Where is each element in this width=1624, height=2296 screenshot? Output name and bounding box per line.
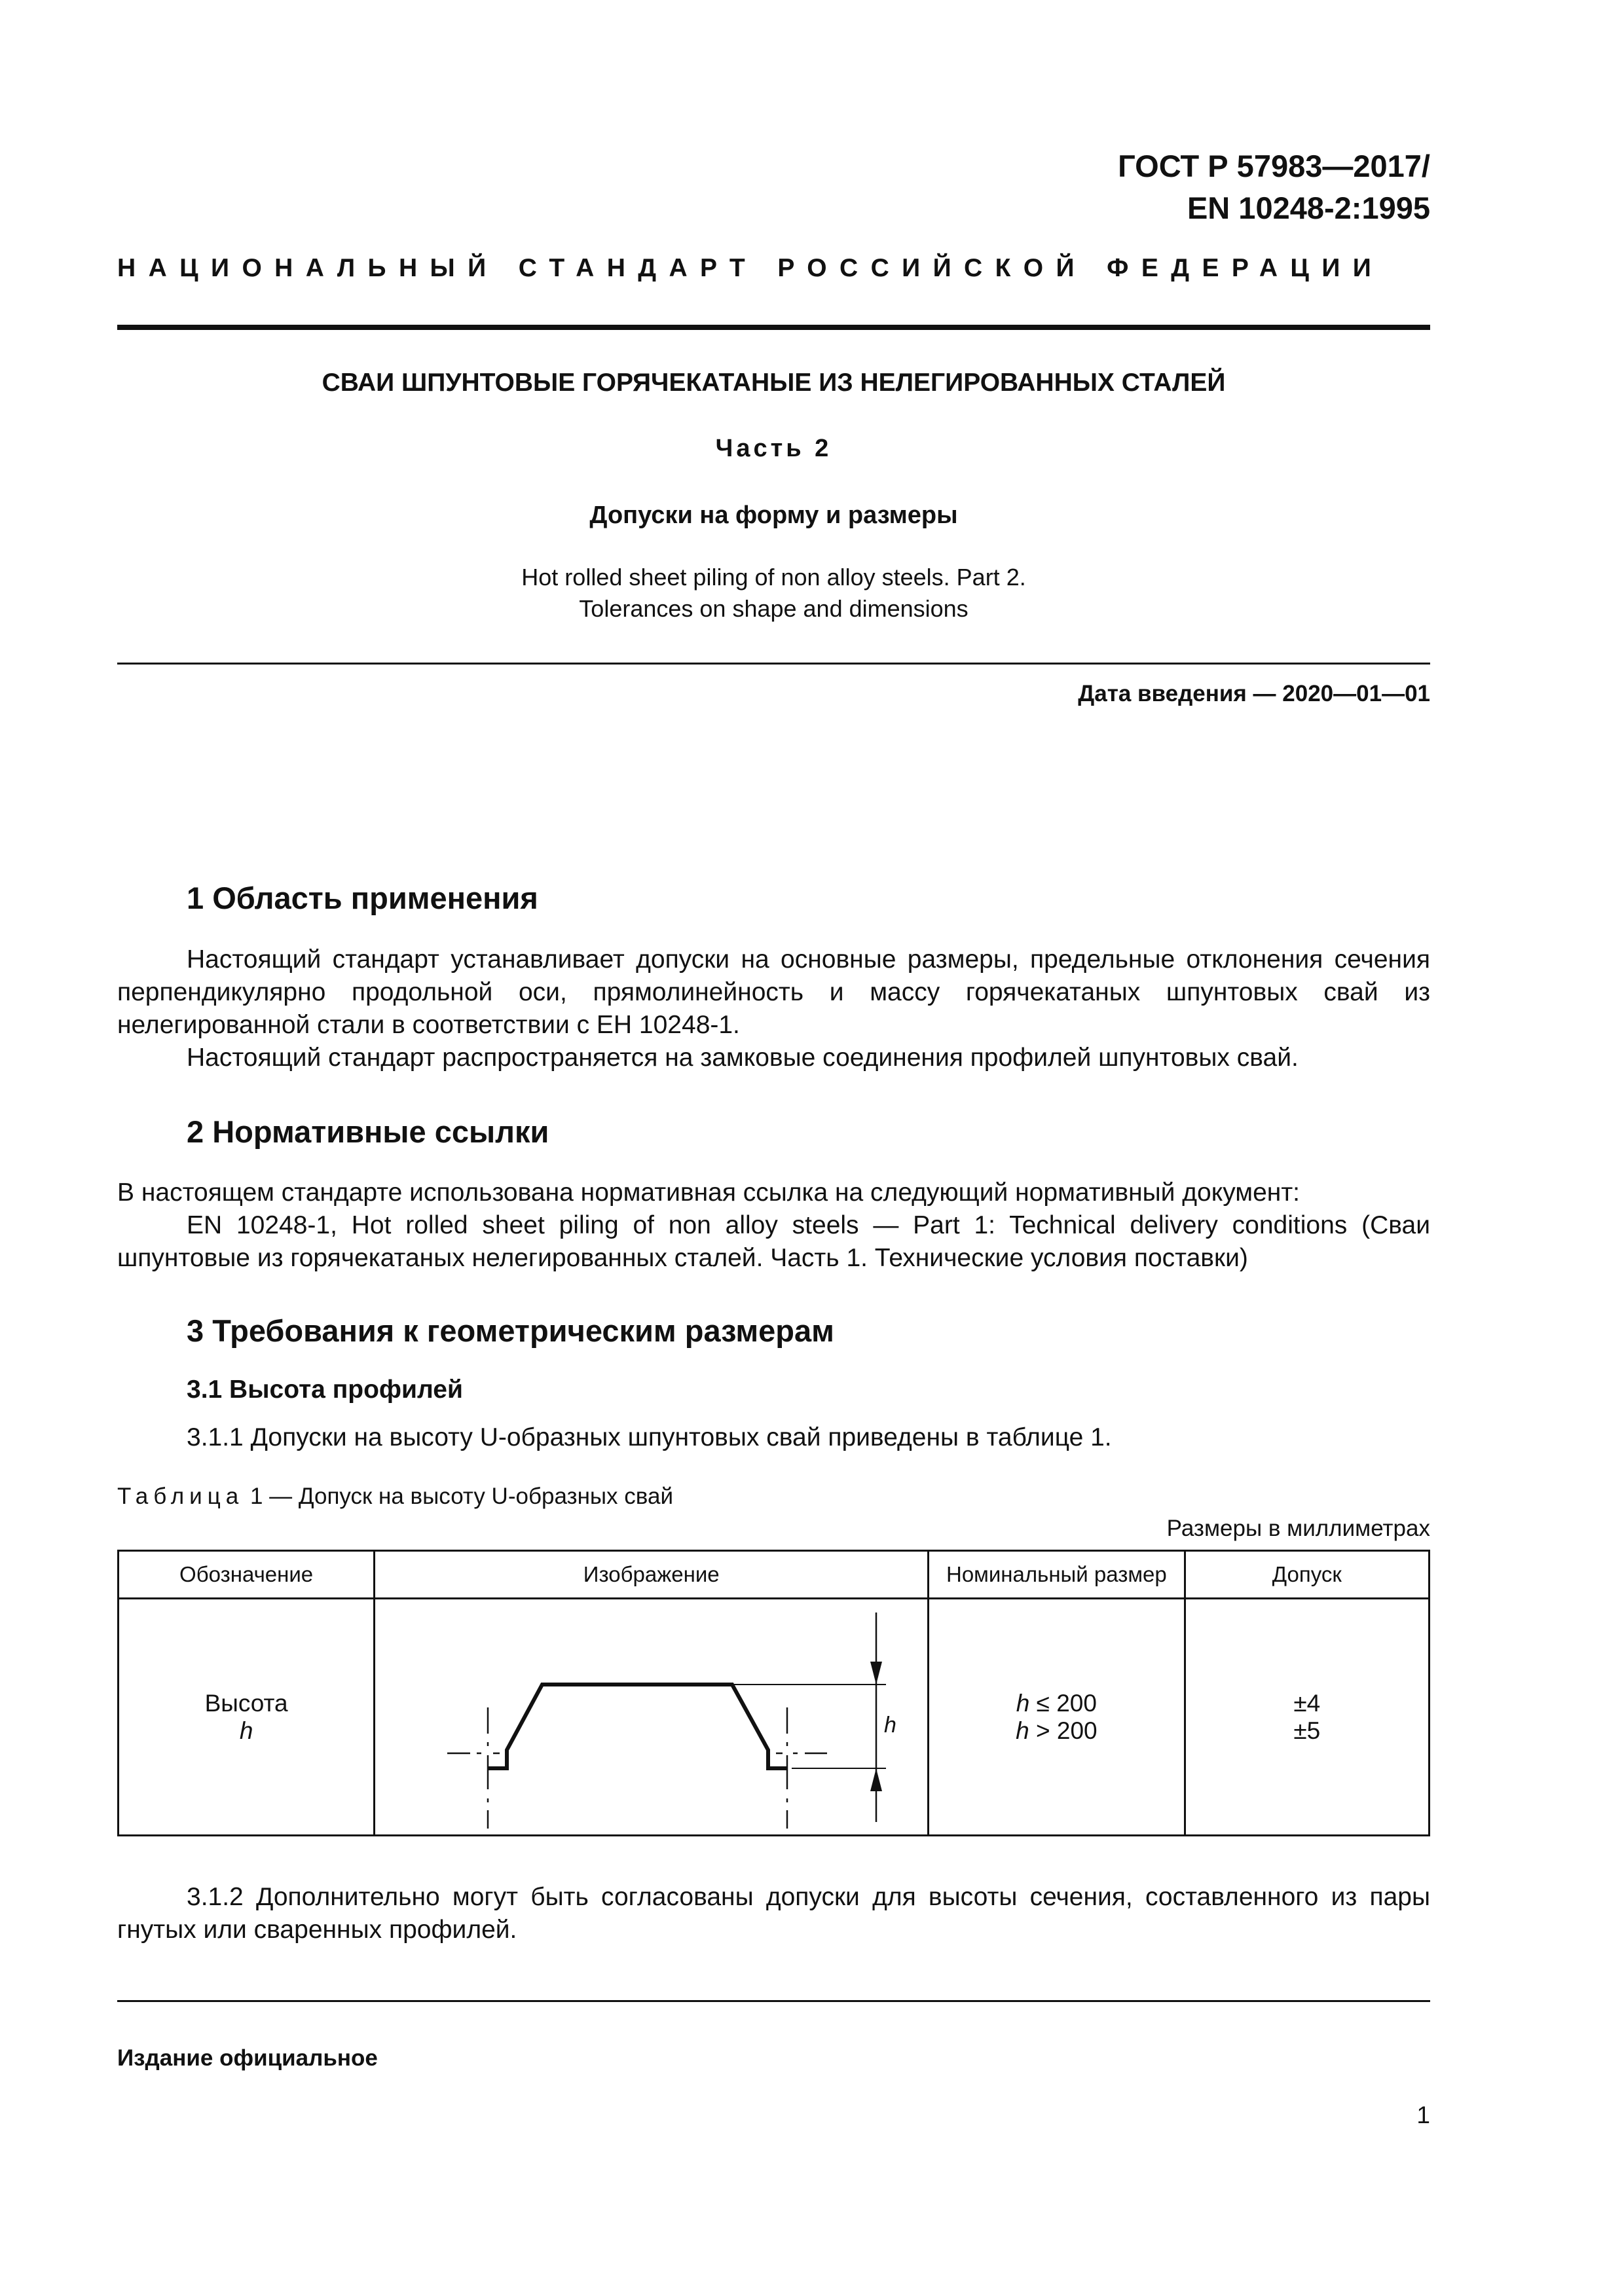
header-nominal-size: Номинальный размер bbox=[929, 1551, 1185, 1599]
nominal-size-1 bbox=[929, 1690, 1183, 1717]
section-3-1-heading: 3.1 Высота профилей bbox=[187, 1376, 463, 1404]
tolerance-table bbox=[117, 1550, 1430, 1836]
section-2-heading: 2 Нормативные ссылки bbox=[187, 1114, 549, 1149]
tolerance-2: ±5 bbox=[1293, 1717, 1321, 1744]
cell-image bbox=[375, 1599, 929, 1836]
table-header-row bbox=[119, 1551, 1430, 1599]
paragraph-3-1-1: 3.1.1 Допуски на высоту U-образных шпунтовых свай приведены в таблице 1. bbox=[187, 1423, 1112, 1451]
section-3-heading: 3 Требования к геометрическим размерам bbox=[187, 1313, 834, 1348]
designation-word: Высота bbox=[204, 1689, 288, 1717]
section-1-paragraph-2: Настоящий стандарт распространяется на замковые соединения профилей шпунтовых свай. bbox=[187, 1044, 1299, 1072]
title-rule bbox=[117, 663, 1430, 665]
height-arrow-top bbox=[870, 1662, 882, 1685]
table-row bbox=[119, 1599, 1430, 1836]
nominal-symbol-2: h bbox=[1016, 1717, 1029, 1744]
document-designation bbox=[1118, 145, 1430, 229]
cell-nominal-size bbox=[929, 1599, 1185, 1836]
height-arrow-bottom bbox=[870, 1768, 882, 1791]
header-image: Изображение bbox=[375, 1551, 929, 1599]
header-designation: Обозначение bbox=[119, 1551, 375, 1599]
part-label: Часть 2 bbox=[715, 435, 832, 462]
section-2-paragraph-2: EN 10248-1, Hot rolled sheet piling of non alloy steels — Part 1: Technical delivery conditions (Сваи шпунтовые из горячекатаных нелегированных сталей. Часть 1. Технические условия поставки) bbox=[117, 1211, 1430, 1272]
english-title-line-1: Hot rolled sheet piling of non alloy steels. Part 2. bbox=[521, 564, 1026, 591]
tolerance-1: ±4 bbox=[1293, 1689, 1321, 1717]
english-title bbox=[117, 562, 1430, 625]
section-1-paragraph-1: Настоящий стандарт устанавливает допуски на основные размеры, предельные отклонения сечения перпендикулярно продольной оси, прямолинейность и массу горячекатаных шпунтовых свай из нелегированной стали в соответствии с ЕН 10248-1. bbox=[117, 945, 1430, 1039]
nominal-symbol-1: h bbox=[1016, 1689, 1030, 1717]
nominal-size-1-value: ≤ 200 bbox=[1029, 1689, 1097, 1717]
cell-designation bbox=[119, 1599, 375, 1836]
introduction-date: Дата введения — 2020—01—01 bbox=[1078, 681, 1430, 706]
table-caption-label: Таблица bbox=[117, 1484, 244, 1509]
header-tolerance: Допуск bbox=[1185, 1551, 1429, 1599]
page-number: 1 bbox=[1416, 2102, 1430, 2128]
table-caption bbox=[117, 1484, 673, 1510]
section-2-paragraph-1: В настоящем стандарте использована нормативная ссылка на следующий нормативный документ: bbox=[117, 1178, 1301, 1207]
u-profile-height-drawing bbox=[375, 1599, 927, 1829]
nominal-size-2 bbox=[929, 1717, 1183, 1745]
nominal-size-2-value: > 200 bbox=[1029, 1717, 1098, 1744]
official-edition-label: Издание официальное bbox=[117, 2045, 378, 2071]
designation-line-2: EN 10248-2:1995 bbox=[1187, 191, 1430, 225]
national-standard-banner: НАЦИОНАЛЬНЫЙ СТАНДАРТ РОССИЙСКОЙ ФЕДЕРАЦИИ bbox=[117, 254, 1384, 282]
height-dimension-label: h bbox=[884, 1713, 897, 1738]
designation-symbol: h bbox=[239, 1717, 253, 1744]
section-1-heading: 1 Область применения bbox=[187, 881, 538, 915]
u-profile-outline bbox=[488, 1685, 787, 1768]
paragraph-3-1-2: 3.1.2 Дополнительно могут быть согласованы допуски для высоты сечения, составленного из пары гнутых или сваренных профилей. bbox=[117, 1883, 1430, 1944]
standard-subtitle: Допуски на форму и размеры bbox=[589, 501, 958, 529]
footer-rule bbox=[117, 2000, 1430, 2002]
standard-title: СВАИ ШПУНТОВЫЕ ГОРЯЧЕКАТАНЫЕ ИЗ НЕЛЕГИРОВАННЫХ СТАЛЕЙ bbox=[322, 369, 1226, 397]
cell-tolerance bbox=[1185, 1599, 1429, 1836]
english-title-line-2: Tolerances on shape and dimensions bbox=[579, 595, 969, 622]
table-units: Размеры в миллиметрах bbox=[1166, 1516, 1430, 1541]
designation-line-1: ГОСТ Р 57983—2017/ bbox=[1118, 149, 1430, 183]
table-caption-text: 1 — Допуск на высоту U-образных свай bbox=[249, 1484, 673, 1509]
header-rule bbox=[117, 325, 1430, 330]
